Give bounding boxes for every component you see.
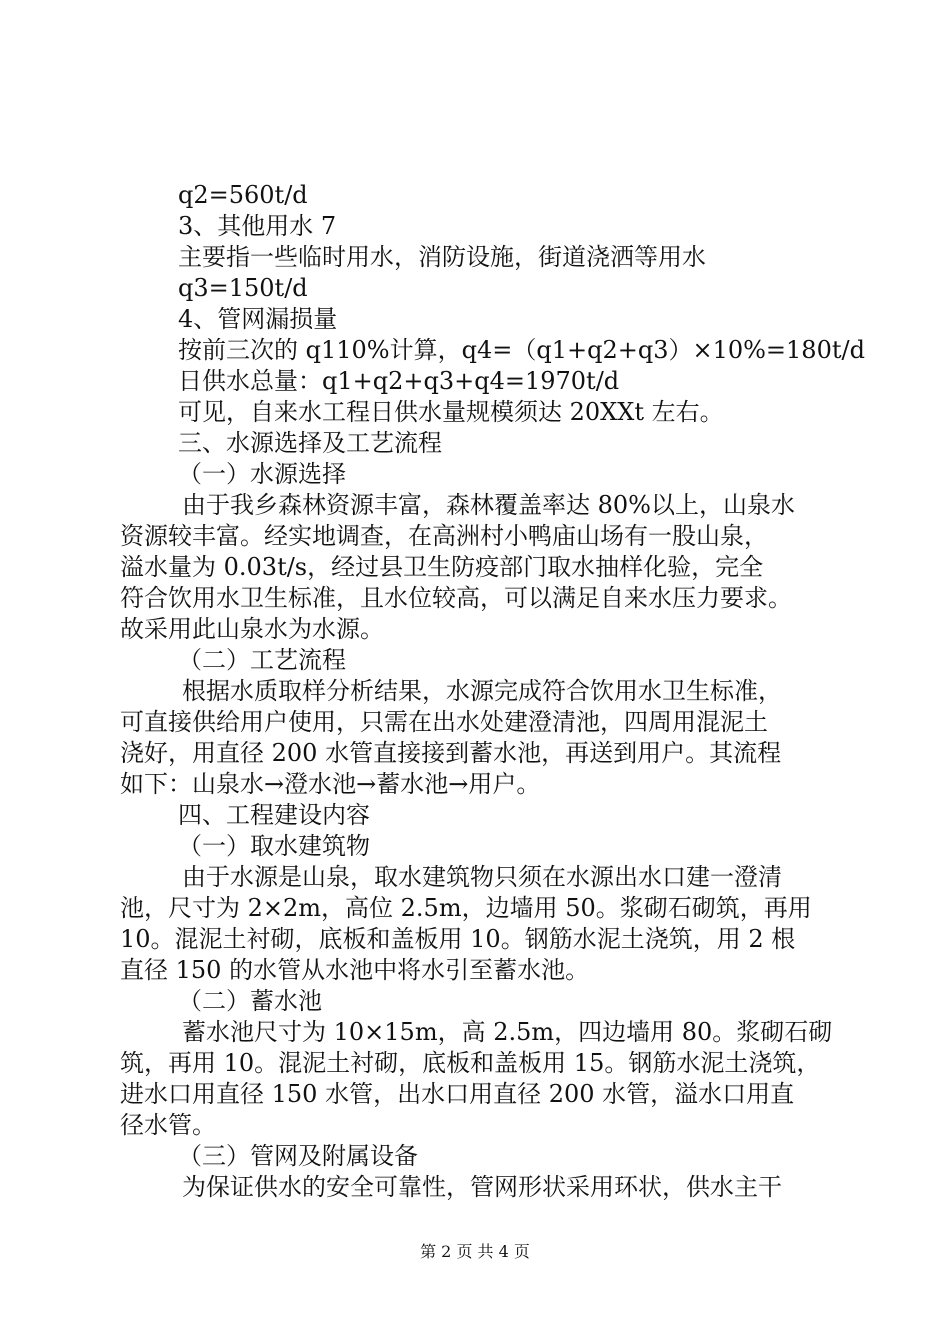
page-footer: 第 2 页 共 4 页: [420, 1242, 530, 1261]
text-line: 3、其他用水 7: [178, 212, 337, 240]
text-line: 径水管。: [120, 1111, 216, 1139]
text-line: 故采用此山泉水为水源。: [120, 615, 384, 643]
text-line: 符合饮用水卫生标准，且水位较高，可以满足自来水压力要求。: [120, 584, 792, 612]
text-line: 四、工程建设内容: [178, 801, 370, 829]
text-line: 可见，自来水工程日供水量规模须达 20XXt 左右。: [178, 398, 724, 426]
text-line: 由于我乡森林资源丰富，森林覆盖率达 80%以上，山泉水: [182, 491, 795, 519]
text-line: （一）取水建筑物: [178, 832, 370, 860]
text-line: q2=560t/d: [178, 181, 308, 209]
text-line: 日供水总量：q1+q2+q3+q4=1970t/d: [178, 367, 620, 395]
text-line: 直径 150 的水管从水池中将水引至蓄水池。: [120, 956, 590, 984]
text-line: 筑，再用 10。混泥土衬砌，底板和盖板用 15。钢筋水泥土浇筑，: [120, 1049, 821, 1077]
text-line: 进水口用直径 150 水管，出水口用直径 200 水管，溢水口用直: [120, 1080, 795, 1108]
text-line: 资源较丰富。经实地调查，在高洲村小鸭庙山场有一股山泉，: [120, 522, 768, 550]
text-line: 如下：山泉水→澄水池→蓄水池→用户。: [120, 770, 541, 798]
document-body: [120, 180, 865, 1203]
text-line: 按前三次的 q110%计算，q4=（q1+q2+q3）×10%=180t/d: [178, 336, 865, 364]
text-line: 可直接供给用户使用，只需在出水处建澄清池，四周用混泥土: [120, 708, 768, 736]
text-line: 三、水源选择及工艺流程: [178, 429, 442, 457]
text-line: q3=150t/d: [178, 274, 308, 302]
text-line: （二）工艺流程: [178, 646, 346, 674]
text-line: 主要指一些临时用水，消防设施，街道浇洒等用水: [178, 243, 706, 271]
text-line: （三）管网及附属设备: [178, 1142, 418, 1170]
text-line: 根据水质取样分析结果，水源完成符合饮用水卫生标准，: [182, 677, 782, 705]
text-line: 浇好，用直径 200 水管直接接到蓄水池，再送到用户。其流程: [120, 739, 782, 767]
text-line: 池，尺寸为 2×2m，高位 2.5m，边墙用 50。浆砌石砌筑，再用: [120, 894, 812, 922]
text-line: 为保证供水的安全可靠性，管网形状采用环状，供水主干: [182, 1173, 782, 1201]
text-line: 10。混泥土衬砌，底板和盖板用 10。钢筋水泥土浇筑，用 2 根: [120, 925, 796, 953]
text-line: 由于水源是山泉，取水建筑物只须在水源出水口建一澄清: [182, 863, 782, 891]
text-line: 溢水量为 0.03t/s，经过县卫生防疫部门取水抽样化验，完全: [120, 553, 764, 581]
text-line: 蓄水池尺寸为 10×15m，高 2.5m，四边墙用 80。浆砌石砌: [182, 1018, 833, 1046]
text-line: 4、管网漏损量: [178, 305, 338, 333]
text-line: （二）蓄水池: [178, 987, 322, 1015]
text-line: （一）水源选择: [178, 460, 346, 488]
